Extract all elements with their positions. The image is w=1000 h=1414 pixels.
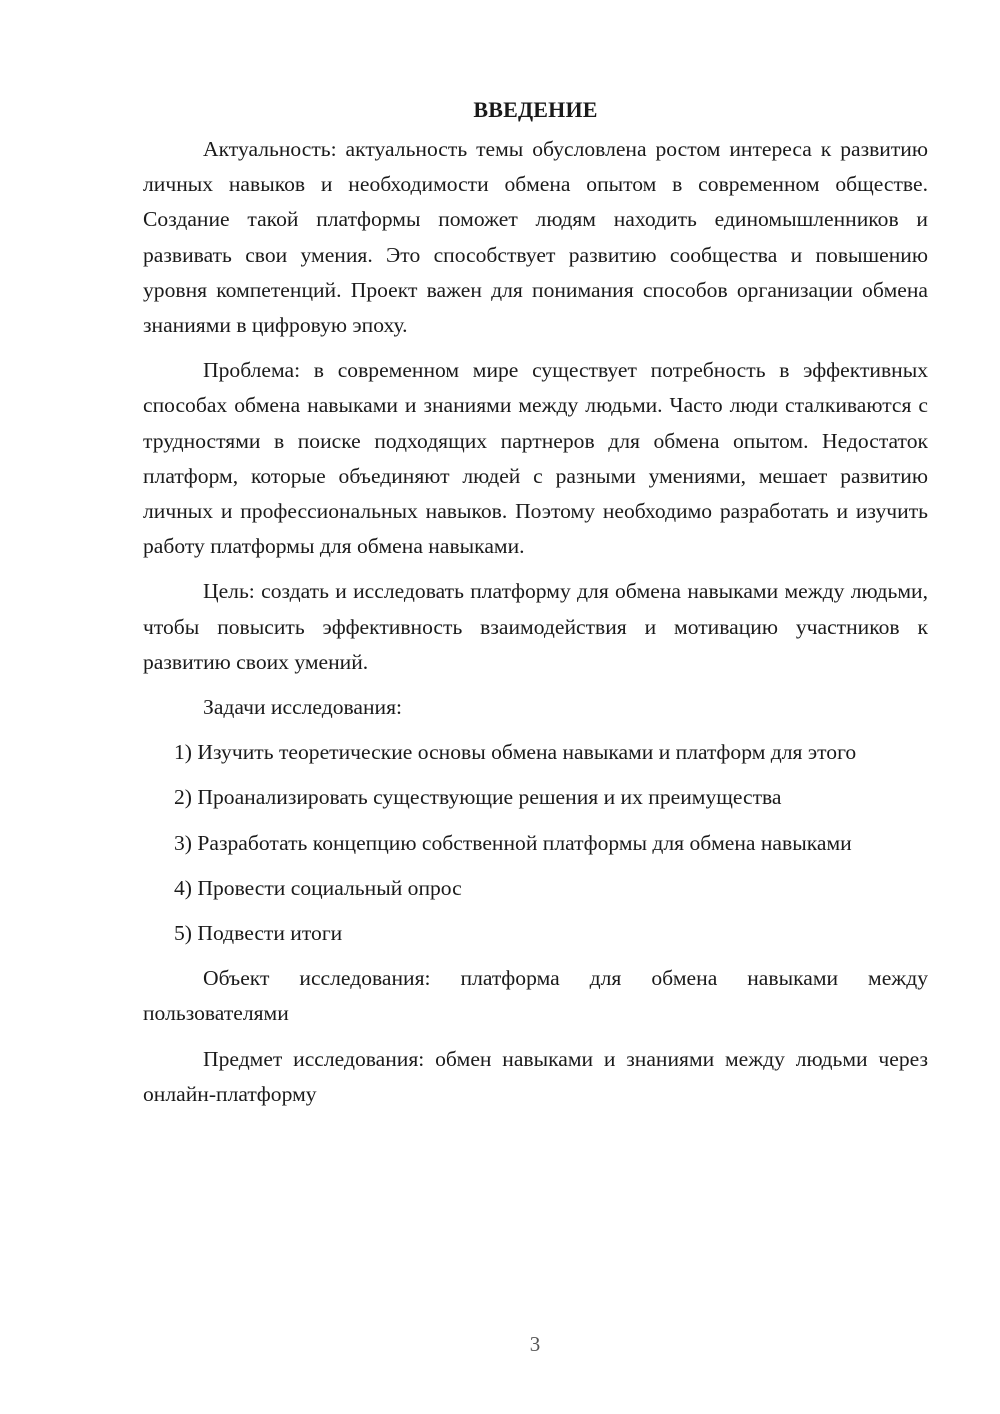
research-object-paragraph: Объект исследования: платформа для обмена навыками между пользователями	[143, 966, 928, 1026]
goal-paragraph: Цель: создать и исследовать платформу для обмена навыками между людьми, чтобы повысить эффективность взаимодействия и мотивацию участников к развитию своих умений.	[143, 579, 928, 674]
research-subject-paragraph: Предмет исследования: обмен навыками и знаниями между людьми через онлайн-платформу	[143, 1046, 928, 1106]
page-number: 3	[529, 1332, 541, 1356]
task-item-2: 2) Проанализировать существующие решения и их преимущества	[174, 785, 782, 810]
section-title: ВВЕДЕНИЕ	[473, 97, 598, 122]
task-item-3: 3) Разработать концепцию собственной платформы для обмена навыками	[174, 830, 852, 855]
problem-paragraph: Проблема: в современном мире существует потребность в эффективных способах обмена навыками и знаниями между людьми. Часто люди сталкиваются с трудностями в поиске подходящих партнеров для обмена опытом. Недостаток платформ, которые объединяют людей с разными умениями, мешает развитию личных и профессиональных навыков. Поэтому необходимо разработать и изучить работу платформы для обмена навыками.	[143, 358, 928, 559]
task-item-4: 4) Провести социальный опрос	[174, 875, 462, 900]
task-item-1: 1) Изучить теоретические основы обмена навыками и платформ для этого	[174, 740, 857, 765]
task-item-5: 5) Подвести итоги	[174, 921, 343, 946]
relevance-paragraph: Актуальность: актуальность темы обусловлена ростом интереса к развитию личных навыков и необходимости обмена опытом в современном обществе. Создание такой платформы поможет людям находить единомышленников и развивать свои умения. Это способствует развитию сообщества и повышению уровня компетенций. Проект важен для понимания способов организации обмена знаниями в цифровую эпоху.	[143, 137, 928, 338]
document-page	[143, 92, 928, 1122]
tasks-heading: Задачи исследования:	[203, 695, 403, 720]
